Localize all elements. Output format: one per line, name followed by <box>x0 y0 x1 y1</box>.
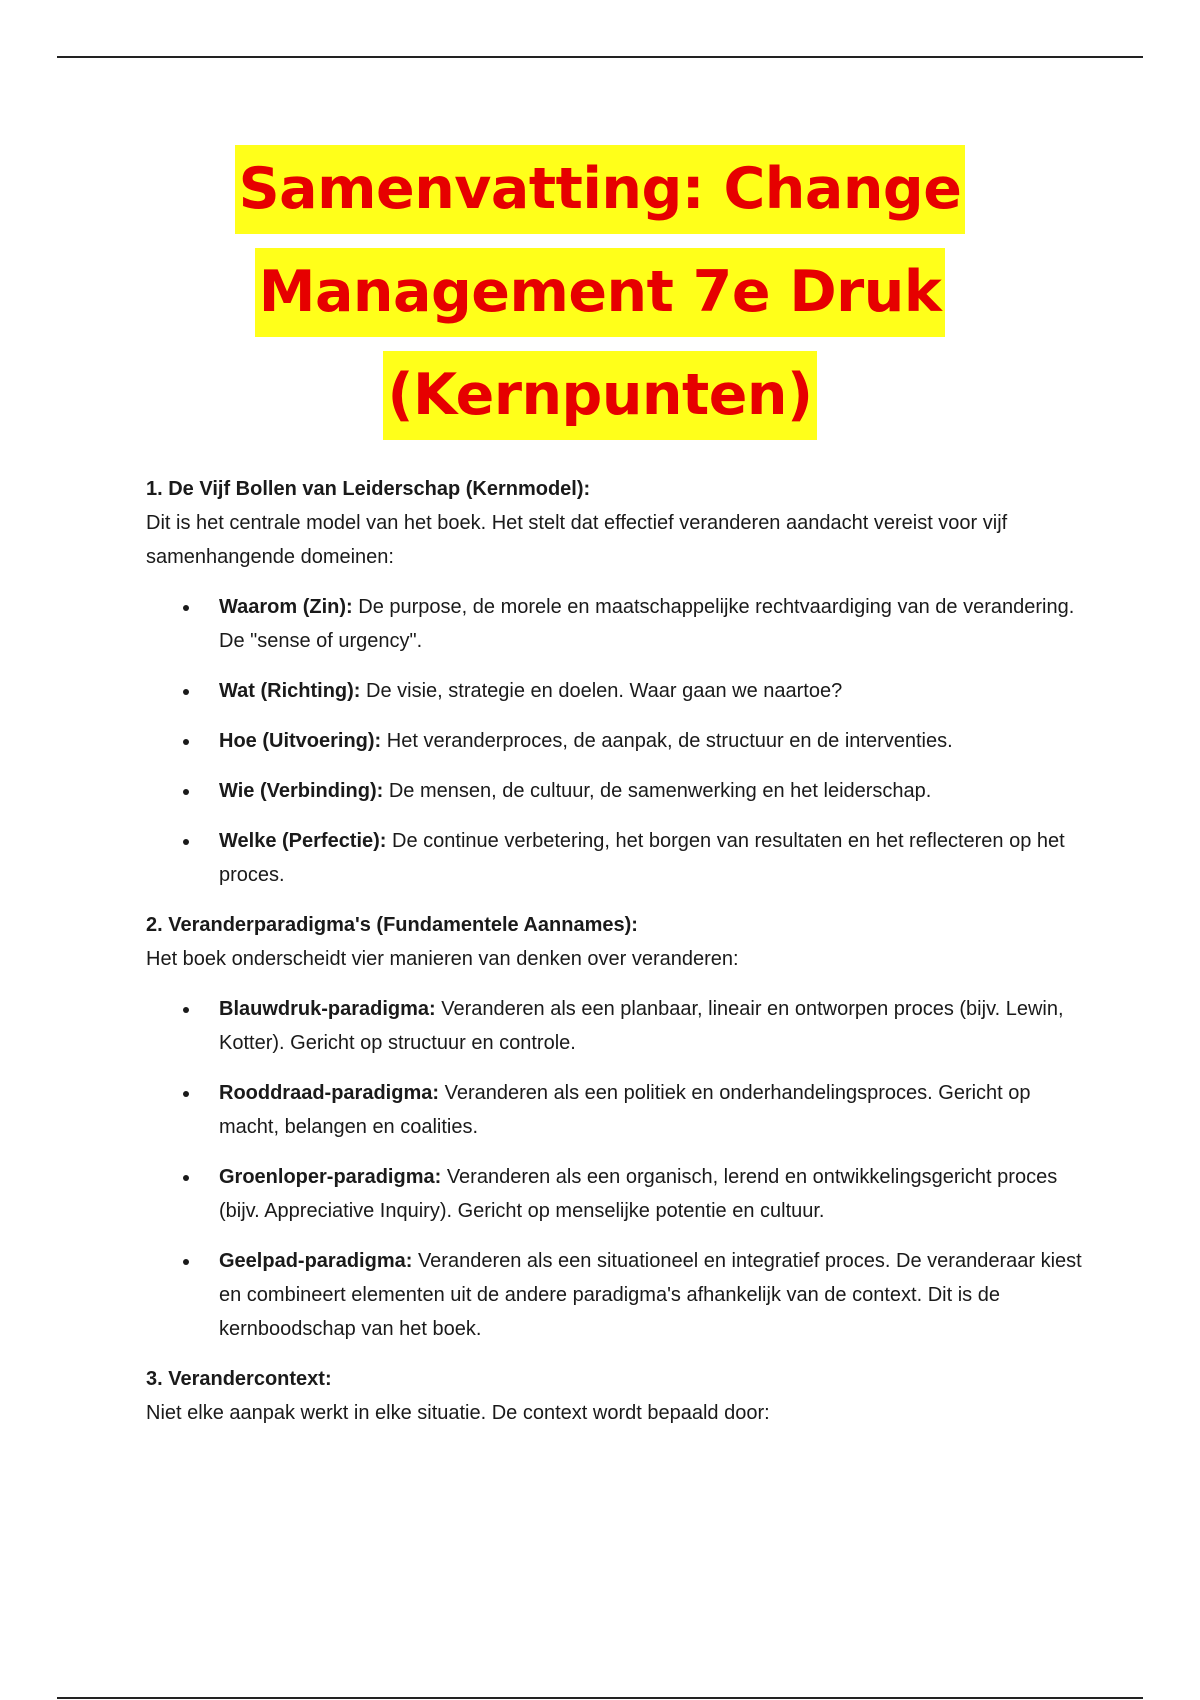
bullet-icon <box>183 605 189 611</box>
list-item-text: Veranderen als een organisch, lerend en ontwikkelingsgericht proces (bijv. Appreciative Inquiry). Gericht op menselijke potentie en cultuur. <box>219 1166 1058 1222</box>
list-item-term: Hoe (Uitvoering): <box>219 730 382 752</box>
list-item <box>146 590 1096 658</box>
bullet-list <box>146 590 1096 892</box>
list-item-text: Veranderen als een politiek en onderhandelingsproces. Gericht op macht, belangen en coalities. <box>219 1082 1031 1138</box>
bullet-icon <box>183 689 189 695</box>
list-item-text: De visie, strategie en doelen. Waar gaan we naartoe? <box>360 680 843 702</box>
list-item-text: De continue verbetering, het borgen van resultaten en het reflecteren op het proces. <box>219 830 1065 886</box>
bullet-icon <box>183 1175 189 1181</box>
bullet-icon <box>183 789 189 795</box>
list-item <box>146 774 1096 808</box>
section-heading: 2. Veranderparadigma's (Fundamentele Aannames): <box>146 914 638 936</box>
list-item-text: Veranderen als een planbaar, lineair en ontworpen proces (bijv. Lewin, Kotter). Gericht op structuur en controle. <box>219 998 1064 1054</box>
bullet-icon <box>183 1007 189 1013</box>
list-item <box>146 1160 1096 1228</box>
list-item <box>146 674 1096 708</box>
bottom-rule <box>57 1697 1143 1699</box>
bullet-list <box>146 992 1096 1346</box>
section-veranderparadigmas <box>146 908 1096 1346</box>
list-item <box>146 1076 1096 1144</box>
section-heading: 1. De Vijf Bollen van Leiderschap (Kernmodel): <box>146 478 591 500</box>
title-line-3: (Kernpunten) <box>383 351 816 440</box>
list-item-term: Rooddraad-paradigma: <box>219 1082 440 1104</box>
list-item-term: Blauwdruk-paradigma: <box>219 998 436 1020</box>
list-item-text: Het veranderproces, de aanpak, de structuur en de interventies. <box>381 730 953 752</box>
document-body <box>146 472 1096 1430</box>
list-item-term: Wie (Verbinding): <box>219 780 384 802</box>
section-intro: Dit is het centrale model van het boek. Het stelt dat effectief veranderen aandacht vereist voor vijf samenhangende domeinen: <box>146 512 1008 568</box>
section-intro: Niet elke aanpak werkt in elke situatie. De context wordt bepaald door: <box>146 1402 770 1424</box>
list-item <box>146 1244 1096 1346</box>
list-item <box>146 992 1096 1060</box>
document-title <box>0 145 1200 454</box>
list-item-term: Welke (Perfectie): <box>219 830 387 852</box>
bullet-icon <box>183 839 189 845</box>
section-intro: Het boek onderscheidt vier manieren van denken over veranderen: <box>146 948 739 970</box>
list-item-term: Groenloper-paradigma: <box>219 1166 442 1188</box>
section-heading: 3. Verandercontext: <box>146 1368 332 1390</box>
list-item-term: Waarom (Zin): <box>219 596 353 618</box>
section-verandercontext <box>146 1362 1096 1430</box>
list-item <box>146 724 1096 758</box>
bullet-icon <box>183 1091 189 1097</box>
bullet-icon <box>183 739 189 745</box>
title-line-1: Samenvatting: Change <box>235 145 966 234</box>
list-item-term: Wat (Richting): <box>219 680 361 702</box>
bullet-icon <box>183 1259 189 1265</box>
title-line-2: Management 7e Druk <box>255 248 946 337</box>
top-rule <box>57 56 1143 58</box>
list-item-text: De purpose, de morele en maatschappelijke rechtvaardiging van de verandering. De "sense of urgency". <box>219 596 1075 652</box>
list-item-text: De mensen, de cultuur, de samenwerking en het leiderschap. <box>383 780 932 802</box>
list-item <box>146 824 1096 892</box>
list-item-text: Veranderen als een situationeel en integratief proces. De veranderaar kiest en combineert elementen uit de andere paradigma's afhankelijk van de context. Dit is de kernboodschap van het boek. <box>219 1250 1082 1340</box>
section-vijf-bollen <box>146 472 1096 892</box>
list-item-term: Geelpad-paradigma: <box>219 1250 413 1272</box>
